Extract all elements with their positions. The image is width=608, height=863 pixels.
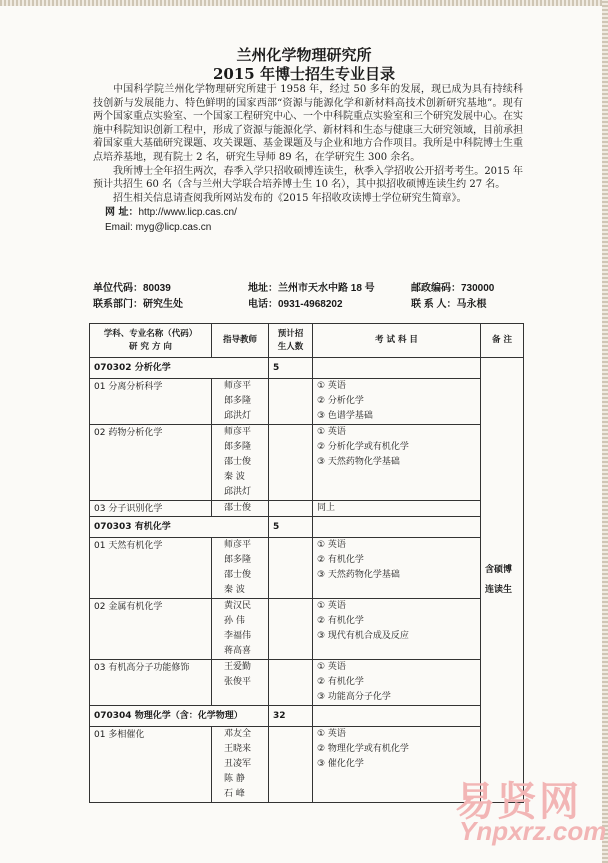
header-quota: 预计招 生人数 <box>269 324 313 358</box>
watermark-chinese: 易贤网 <box>455 779 581 825</box>
exam-list: ① 英语 ② 物理化学或有机化学 ③ 催化化学 <box>313 727 481 803</box>
direction-row <box>90 379 524 425</box>
header-teacher: 指导教师 <box>212 324 269 358</box>
intro-paragraph-2: 我所博士全年招生两次，春季入学只招收硕博连读生，秋季入学招收公开招考考生。2015 年预计共招生 60 名（含与兰州大学联合培养博士生 10 名），其中拟招收硕博连读生约 27 名。 <box>93 165 523 191</box>
direction-row <box>90 660 524 706</box>
intro-paragraph-3: 招生相关信息请查阅我所网站发布的《2015 年招收攻读博士学位研究生简章》。 <box>113 192 467 204</box>
direction-name: 01 天然有机化学 <box>90 538 212 599</box>
institute-title: 兰州化学物理研究所 <box>236 46 372 64</box>
website-label: 网 址： <box>105 207 139 219</box>
exam-list: ① 英语 ② 分析化学或有机化学 ③ 天然药物化学基础 <box>313 425 481 501</box>
watermark-english: Ynpxrz.com <box>459 816 607 846</box>
exam-list: ① 英语 ② 有机化学 ③ 功能高分子化学 <box>313 660 481 706</box>
major-row <box>90 517 524 538</box>
exam-list: ① 英语 ② 分析化学 ③ 色谱学基础 <box>313 379 481 425</box>
teacher-list: 邵士俊 <box>212 501 269 517</box>
header-exam: 考 试 科 目 <box>313 324 481 358</box>
phone: 电话：0931-4968202 <box>248 299 343 310</box>
unit-code: 单位代码：80039 <box>93 283 171 294</box>
direction-name: 03 分子识别化学 <box>90 501 212 517</box>
major-title: 070302 分析化学 <box>90 358 269 379</box>
email-label: Email: <box>105 222 133 234</box>
contact-info <box>93 279 523 311</box>
major-quota: 5 <box>269 517 313 538</box>
email-line <box>93 220 523 235</box>
catalog-title: 2015 年博士招生专业目录 <box>213 65 395 83</box>
website-link[interactable]: http://www.licp.cas.cn/ <box>138 207 237 219</box>
direction-name: 01 多相催化 <box>90 727 212 803</box>
page-border-right <box>602 0 608 863</box>
postcode: 邮政编码：730000 <box>411 283 495 294</box>
major-row <box>90 358 524 379</box>
teacher-list: 王爱勤 张俊平 <box>212 660 269 706</box>
address: 地址：兰州市天水中路 18 号 <box>248 283 375 294</box>
intro-section <box>93 83 523 235</box>
direction-name: 01 分离分析科学 <box>90 379 212 425</box>
exam-list: ① 英语 ② 有机化学 ③ 现代有机合成及反应 <box>313 599 481 660</box>
watermark <box>455 770 605 855</box>
major-row <box>90 706 524 727</box>
header-major: 学科、专业名称（代码） 研 究 方 向 <box>90 324 212 358</box>
teacher-list: 邓友全 王晓来 丑凌军 陈 静 石 峰 <box>212 727 269 803</box>
direction-name: 03 有机高分子功能修饰 <box>90 660 212 706</box>
direction-name: 02 金属有机化学 <box>90 599 212 660</box>
department: 联系部门：研究生处 <box>93 299 183 310</box>
exam-list: 同上 <box>313 501 481 517</box>
website-line <box>93 205 523 220</box>
direction-row <box>90 425 524 501</box>
email-link[interactable]: myg@licp.cas.cn <box>135 222 212 234</box>
table-header <box>90 324 524 358</box>
teacher-list: 师彦平 郎多隆 邵士俊 秦 波 邱洪灯 <box>212 425 269 501</box>
intro-paragraph-1: 中国科学院兰州化学物理研究所建于 1958 年，经过 50 多年的发展，现已成为具有持续科技创新与发展能力、特色鲜明的国家西部“资源与能源化学和新材料高技术创新研究基地”。现有两个国家重点实验室、一个国家工程研究中心、一个中科院重点实验室和三个研究发展中心。在实施中科院知识创新工程中，形成了资源与能源化学、新材料和生态与健康三大研究领域，目前承担着国家重大基础研究课题、攻关课题、基金课题及与企业和地方合作项目。我所是中科院博士生重点培养基地，现有院士 2 名，研究生导师 89 名，在学研究生 300 余名。 <box>93 84 523 163</box>
direction-row <box>90 501 524 517</box>
direction-name: 02 药物分析化学 <box>90 425 212 501</box>
exam-list: ① 英语 ② 有机化学 ③ 天然药物化学基础 <box>313 538 481 599</box>
contact-person: 联 系 人：马永根 <box>411 299 487 310</box>
major-quota: 32 <box>269 706 313 727</box>
direction-row <box>90 538 524 599</box>
note-cell: 含硕博连读生 <box>481 358 524 803</box>
catalog-table <box>89 323 524 803</box>
direction-row <box>90 599 524 660</box>
header-note: 备 注 <box>481 324 524 358</box>
major-quota: 5 <box>269 358 313 379</box>
teacher-list: 师彦平 郎多隆 邱洪灯 <box>212 379 269 425</box>
major-title: 070303 有机化学 <box>90 517 269 538</box>
teacher-list: 黄汉民 孙 伟 李福伟 蒋高喜 <box>212 599 269 660</box>
teacher-list: 师彦平 郎多隆 邵士俊 秦 波 <box>212 538 269 599</box>
major-title: 070304 物理化学（含：化学物理） <box>90 706 269 727</box>
page-border-top <box>0 0 608 6</box>
